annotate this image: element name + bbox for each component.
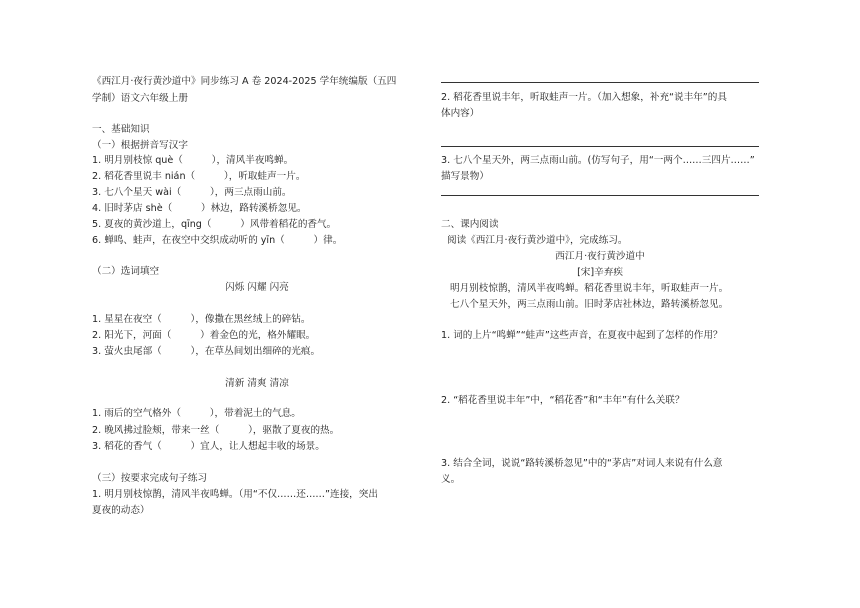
reading-question-3-line-1: 3. 结合全词，说说“路转溪桥忽见”中的“茅店”对词人来说有什么意 <box>441 458 723 469</box>
pinyin-item-3: 3. 七八个星天 wài（ ），两三点雨山前。 <box>92 187 292 198</box>
sentence-task-2-line-2: 体内容） <box>441 108 480 119</box>
sentence-task-1-line-2: 夏夜的动态） <box>92 505 150 516</box>
poem-line-1: 明月别枝惊鹊，清风半夜鸣蝉。稻花香里说丰年，听取蛙声一片。 <box>450 283 729 294</box>
poem-title: 西江月·夜行黄沙道中 <box>555 251 645 262</box>
answer-line[interactable] <box>441 82 759 83</box>
section-heading-basics: 一、基础知识 <box>92 124 150 135</box>
sentence-task-3-line-1: 3. 七八个星天外，两三点雨山前。(仿写句子，用“一两个……三四片……” <box>441 155 755 166</box>
fill-item-4: 1. 雨后的空气格外（ ），带着泥土的气息。 <box>92 408 301 419</box>
pinyin-item-5: 5. 夏夜的黄沙道上，qīng（ ）风带着稻花的香气。 <box>92 219 337 230</box>
subsection-word-choice: （二）选词填空 <box>92 266 160 277</box>
section-heading-reading: 二、课内阅读 <box>441 219 499 230</box>
sentence-task-2-line-1: 2. 稻花香里说丰年，听取蛙声一片。（加入想象，补充“说丰年”的具 <box>441 92 727 103</box>
doc-title-line-2: 学制）语文六年级上册 <box>92 93 188 104</box>
fill-item-5: 2. 晚风拂过脸颊，带来一丝（ ），驱散了夏夜的热。 <box>92 425 340 436</box>
poem-author: [宋]辛弃疾 <box>577 267 623 278</box>
fill-item-6: 3. 稻花的香气（ ）宜人，让人想起丰收的场景。 <box>92 441 325 452</box>
word-bank-1: 闪烁 闪耀 闪亮 <box>225 282 289 293</box>
pinyin-item-2: 2. 稻花香里说丰 nián（ ），听取蛙声一片。 <box>92 171 306 182</box>
reading-intro: 阅读《西江月·夜行黄沙道中》，完成练习。 <box>447 235 628 246</box>
reading-question-3-line-2: 义。 <box>441 474 461 485</box>
fill-item-1: 1. 星星在夜空（ ），像撒在黑丝绒上的碎钻。 <box>92 314 311 325</box>
sentence-task-1-line-1: 1. 明月别枝惊鹊，清风半夜鸣蝉。（用“不仅……还……”连接，突出 <box>92 489 378 500</box>
answer-line[interactable] <box>441 146 759 147</box>
reading-question-1: 1. 词的上片“鸣蝉”“蛙声”这些声音，在夏夜中起到了怎样的作用？ <box>441 330 723 341</box>
reading-question-2: 2. “稻花香里说丰年”中，“稻花香”和“丰年”有什么关联？ <box>441 395 685 406</box>
pinyin-item-6: 6. 蝉鸣、蛙声，在夜空中交织成动听的 yīn（ ）律。 <box>92 235 343 246</box>
subsection-pinyin: （一）根据拼音写汉字 <box>92 140 188 151</box>
subsection-sentences: （三）按要求完成句子练习 <box>92 473 208 484</box>
pinyin-item-1: 1. 明月别枝惊 què（ ），清风半夜鸣蝉。 <box>92 155 294 166</box>
word-bank-2: 清新 清爽 清凉 <box>225 378 289 389</box>
fill-item-3: 3. 萤火虫尾部（ ），在草丛间划出细碎的光痕。 <box>92 346 321 357</box>
doc-title-line-1: 《西江月·夜行黄沙道中》同步练习 A 卷 2024-2025 学年统编版（五四 <box>92 76 397 87</box>
pinyin-item-4: 4. 旧时茅店 shè（ ）林边，路转溪桥忽见。 <box>92 203 307 214</box>
poem-line-2: 七八个星天外，两三点雨山前。旧时茅店社林边，路转溪桥忽见。 <box>450 299 729 310</box>
sentence-task-3-line-2: 描写景物） <box>441 171 489 182</box>
answer-line[interactable] <box>441 195 759 196</box>
fill-item-2: 2. 阳光下，河面（ ）着金色的光，格外耀眼。 <box>92 330 316 341</box>
